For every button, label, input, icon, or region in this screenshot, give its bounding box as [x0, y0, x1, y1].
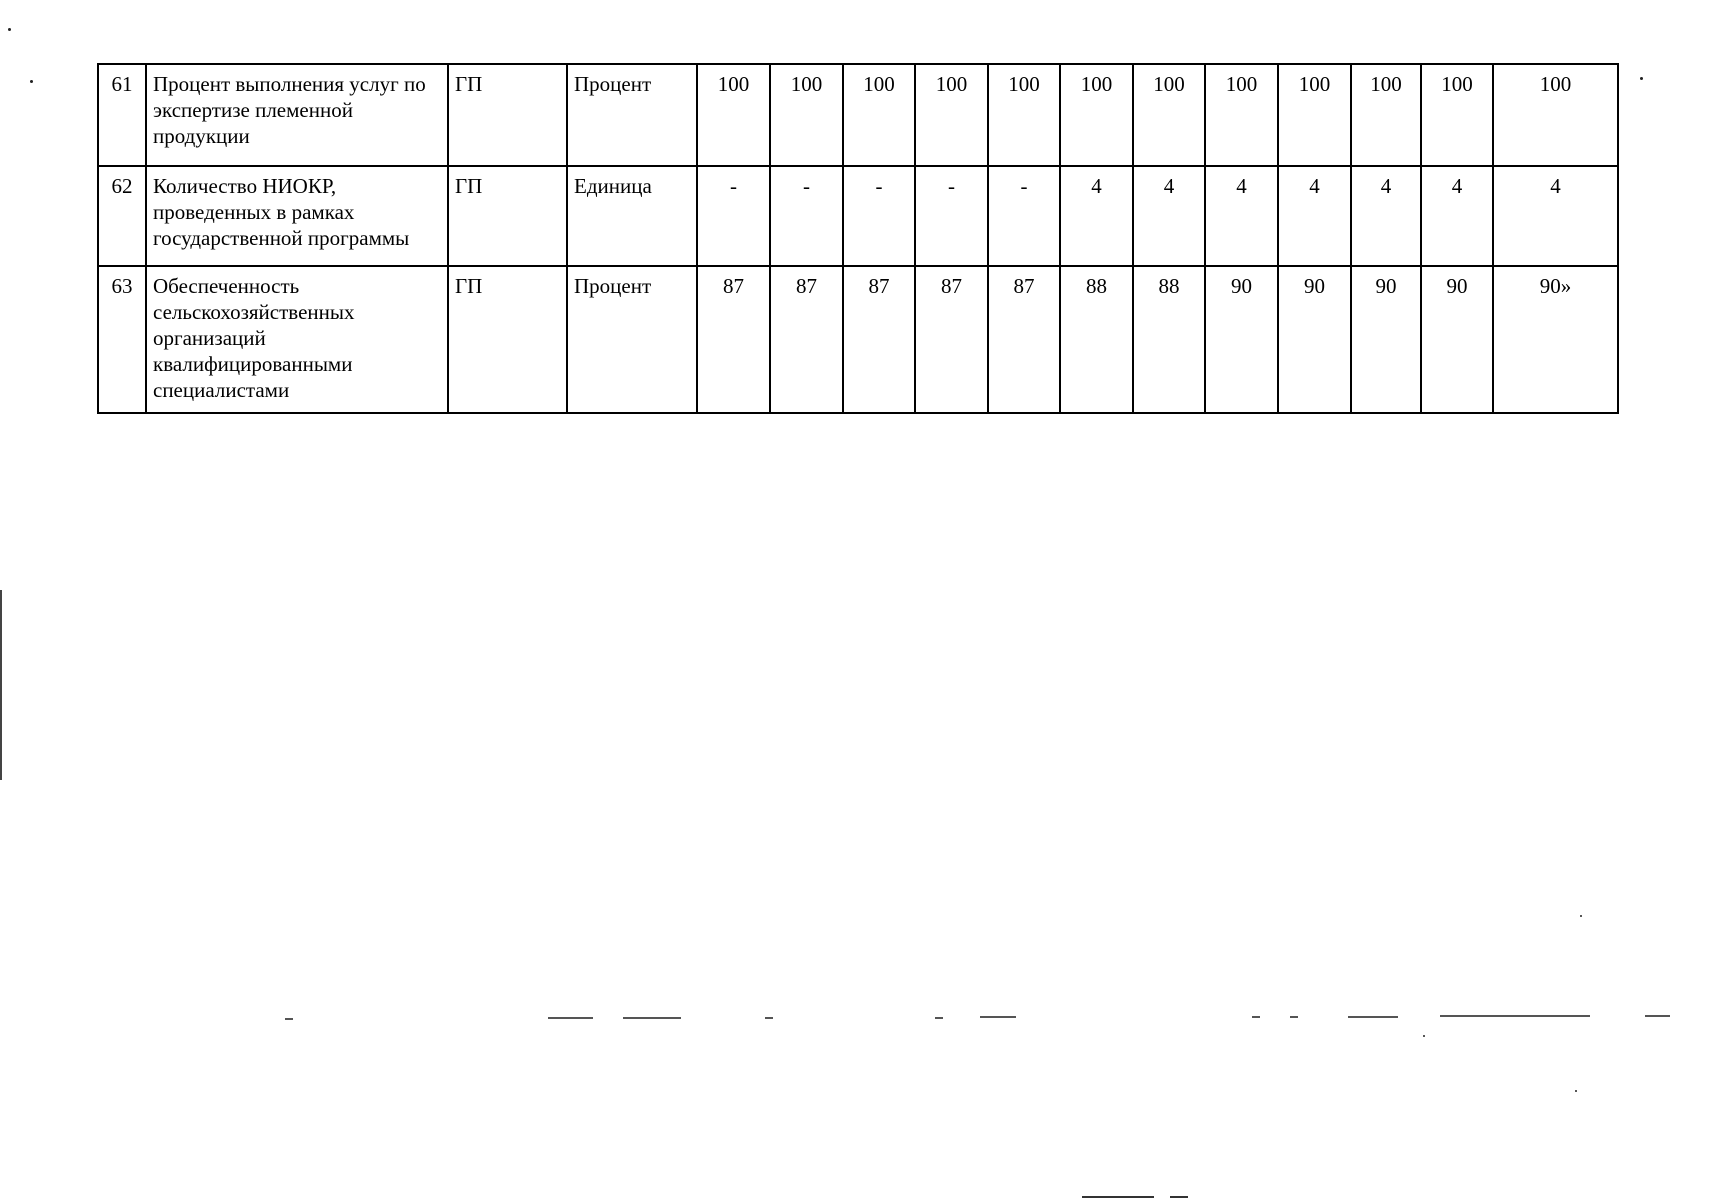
scan-dash — [1348, 1016, 1398, 1018]
value-cell: 4 — [1351, 166, 1421, 266]
unit-cell: Процент — [567, 64, 697, 166]
value-cell: 4 — [1205, 166, 1278, 266]
scan-speck — [1580, 915, 1582, 917]
row-number-cell: 61 — [98, 64, 146, 166]
value-cell: 90 — [1205, 266, 1278, 413]
table-row — [98, 64, 1618, 166]
scan-dash — [980, 1016, 1016, 1018]
program-code-cell: ГП — [448, 64, 567, 166]
value-cell: 90 — [1278, 266, 1351, 413]
value-cell: 88 — [1133, 266, 1205, 413]
scan-speck — [1575, 1090, 1577, 1092]
scan-dash — [285, 1018, 293, 1020]
scan-speck — [30, 80, 33, 83]
unit-cell: Единица — [567, 166, 697, 266]
value-cell: 90» — [1493, 266, 1618, 413]
scan-speck — [8, 28, 11, 31]
value-cell: 90 — [1351, 266, 1421, 413]
unit-cell: Процент — [567, 266, 697, 413]
scan-dash — [1440, 1015, 1590, 1017]
scan-dash — [1645, 1015, 1670, 1017]
indicators-table — [97, 63, 1619, 414]
value-cell: - — [915, 166, 988, 266]
scan-dash — [1290, 1016, 1298, 1018]
value-cell: 87 — [770, 266, 843, 413]
value-cell: - — [697, 166, 770, 266]
scan-speck — [1640, 77, 1643, 80]
value-cell: 100 — [1133, 64, 1205, 166]
scan-dash — [548, 1017, 593, 1019]
value-cell: 100 — [1060, 64, 1133, 166]
value-cell: - — [770, 166, 843, 266]
scan-dash — [765, 1017, 773, 1019]
value-cell: 100 — [915, 64, 988, 166]
row-number-cell: 62 — [98, 166, 146, 266]
row-number-cell: 63 — [98, 266, 146, 413]
value-cell: 4 — [1421, 166, 1493, 266]
scan-dash — [623, 1017, 681, 1019]
value-cell: 100 — [1278, 64, 1351, 166]
value-cell: 100 — [770, 64, 843, 166]
value-cell: 100 — [1205, 64, 1278, 166]
value-cell: 100 — [697, 64, 770, 166]
value-cell: 4 — [1133, 166, 1205, 266]
value-cell: 100 — [1351, 64, 1421, 166]
scan-speck — [1423, 1035, 1425, 1037]
program-code-cell: ГП — [448, 266, 567, 413]
scan-dash — [935, 1017, 943, 1019]
value-cell: 100 — [1493, 64, 1618, 166]
value-cell: - — [843, 166, 915, 266]
value-cell: 4 — [1493, 166, 1618, 266]
value-cell: 100 — [843, 64, 915, 166]
value-cell: 87 — [843, 266, 915, 413]
scan-dash — [1170, 1196, 1188, 1198]
scan-dash — [1082, 1196, 1154, 1198]
indicator-name-cell: Процент выполнения услуг по экспертизе племенной продукции — [146, 64, 448, 166]
value-cell: 87 — [697, 266, 770, 413]
program-code-cell: ГП — [448, 166, 567, 266]
table-row — [98, 166, 1618, 266]
value-cell: 87 — [988, 266, 1060, 413]
value-cell: 4 — [1060, 166, 1133, 266]
indicator-name-cell: Количество НИОКР, проведенных в рамках государственной программы — [146, 166, 448, 266]
value-cell: 88 — [1060, 266, 1133, 413]
scan-dash — [1252, 1016, 1260, 1018]
value-cell: 90 — [1421, 266, 1493, 413]
value-cell: - — [988, 166, 1060, 266]
value-cell: 100 — [1421, 64, 1493, 166]
table-row — [98, 266, 1618, 413]
scan-edge-line — [0, 590, 2, 780]
value-cell: 4 — [1278, 166, 1351, 266]
value-cell: 87 — [915, 266, 988, 413]
value-cell: 100 — [988, 64, 1060, 166]
indicator-name-cell: Обеспеченность сельскохозяйственных организаций квалифицированными специалистами — [146, 266, 448, 413]
